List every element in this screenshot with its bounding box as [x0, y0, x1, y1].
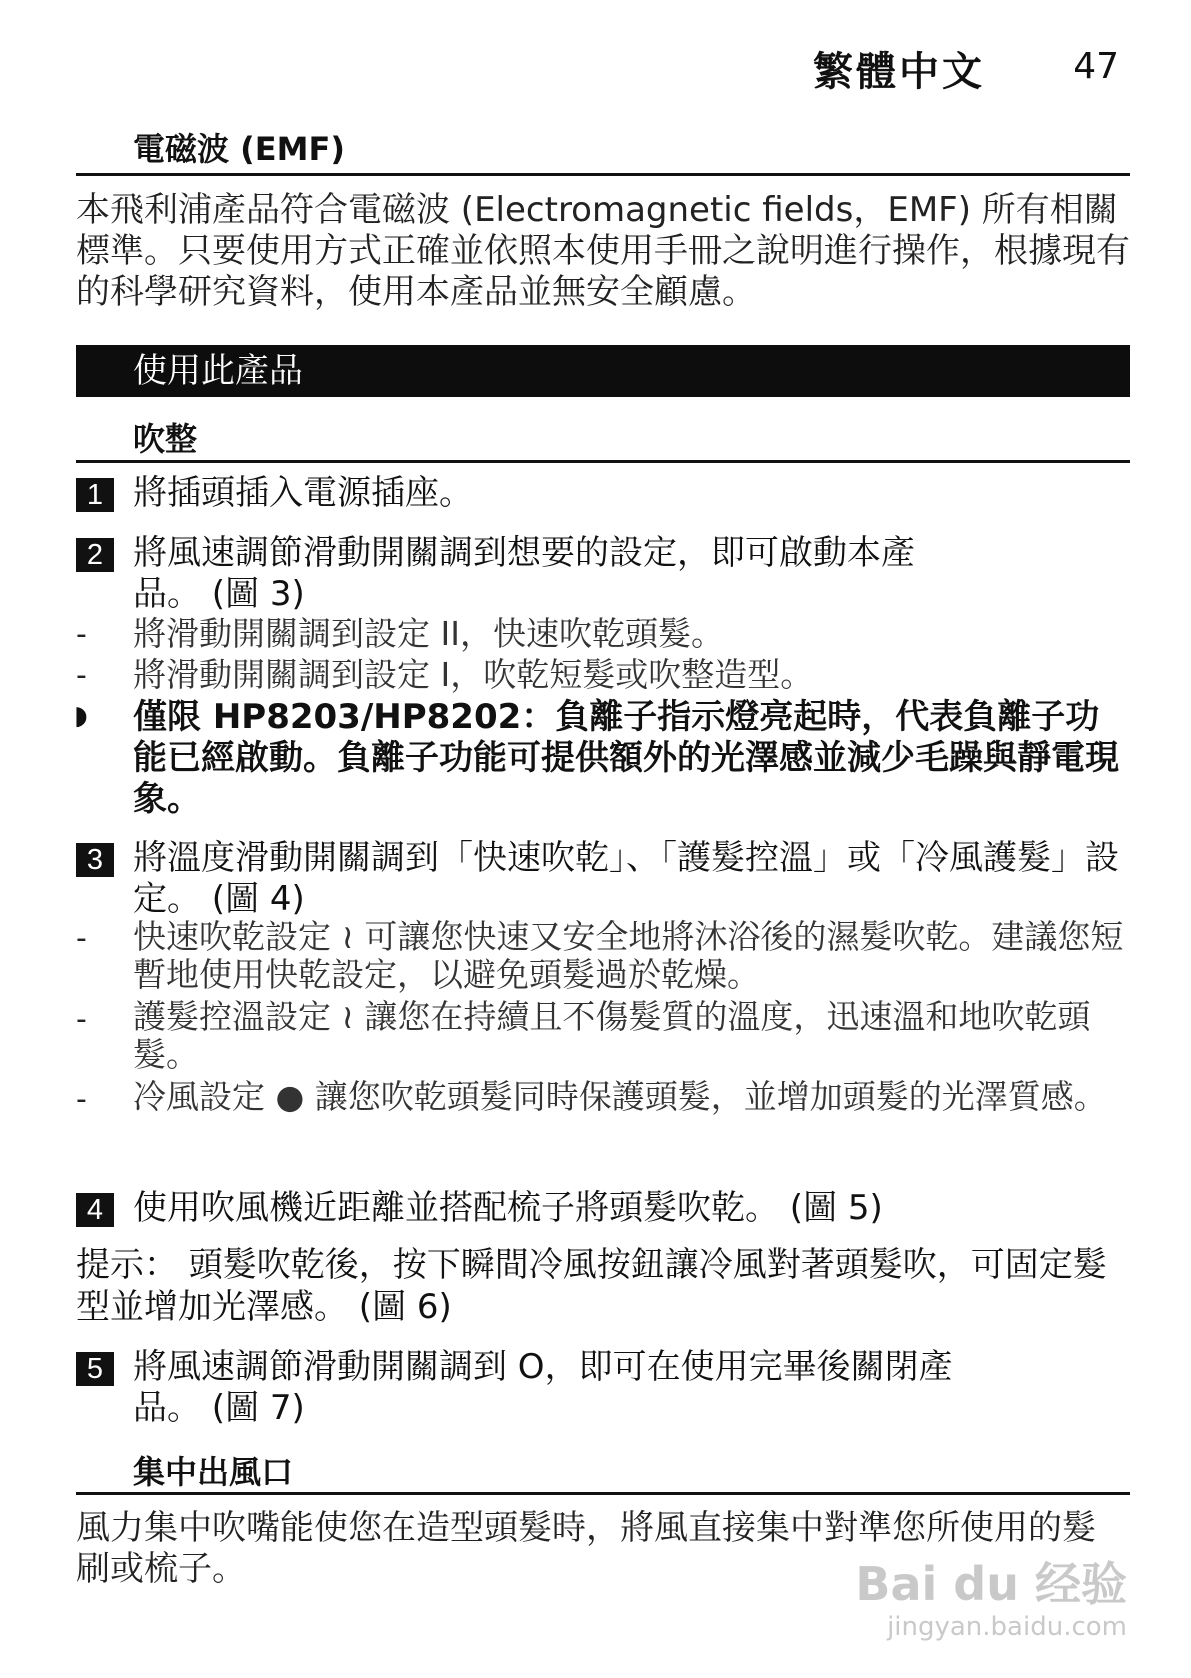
- dash-bullet: -: [76, 1002, 87, 1037]
- emf-paragraph: 本飛利浦產品符合電磁波 (Electromagnetic fields，EMF) 所有相關標準。只要使用方式正確並依照本使用手冊之說明進行操作，根據現有的科學研究資料，使用本產品並無安全顧慮。: [76, 190, 1130, 312]
- divider: [76, 1492, 1130, 1495]
- dash-bullet: -: [76, 658, 87, 693]
- step-4-text: 使用吹風機近距離並搭配梳子將頭髮吹乾。 (圖 5): [133, 1188, 883, 1228]
- step-number-badge: 4: [76, 1193, 114, 1227]
- step-5-text: 將風速調節滑動開關調到 O，即可在使用完畢後關閉產品。 (圖 7): [133, 1347, 953, 1428]
- drying-title: 吹整: [133, 420, 198, 458]
- dash-bullet: -: [76, 1082, 87, 1117]
- step-3-sub-1: 快速吹乾設定 ≀ 可讓您快速又安全地將沐浴後的濕髮吹乾。建議您短暫地使用快乾設定，以避免頭髮過於乾燥。: [133, 917, 1124, 994]
- section-bar: [76, 345, 1130, 397]
- page-number: 47: [1073, 46, 1119, 87]
- dash-bullet: -: [76, 921, 87, 956]
- step-3-sub-2: 護髮控溫設定 ≀ 讓您在持續且不傷髮質的溫度，迅速溫和地吹乾頭髮。: [133, 997, 1091, 1074]
- step-number-badge: 2: [76, 538, 114, 572]
- step-2-sub-2: 將滑動開關調到設定 I，吹乾短髮或吹整造型。: [133, 655, 814, 694]
- watermark-url: jingyan.baidu.com: [887, 1612, 1127, 1642]
- step-number-badge: 5: [76, 1352, 114, 1386]
- watermark-logo: Bai du 经验: [855, 1557, 1127, 1611]
- step-number-badge: 1: [76, 478, 114, 512]
- divider: [76, 173, 1130, 176]
- step-2-text: 將風速調節滑動開關調到想要的設定，即可啟動本產品。 (圖 3): [133, 533, 915, 614]
- dash-bullet: -: [76, 617, 87, 652]
- tip-paragraph: 提示： 頭髮吹乾後，按下瞬間冷風按鈕讓冷風對著頭髮吹，可固定髮型並增加光澤感。 (圖 6): [76, 1245, 1107, 1327]
- emf-title: 電磁波 (EMF): [133, 130, 345, 168]
- concentrator-title: 集中出風口: [133, 1453, 294, 1491]
- section-bar-title: 使用此產品: [133, 351, 303, 391]
- step-number-badge: 3: [76, 843, 114, 877]
- step-2-sub-1: 將滑動開關調到設定 II，快速吹乾頭髮。: [133, 614, 724, 653]
- concentrator-paragraph: 風力集中吹嘴能使您在造型頭髮時，將風直接集中對準您所使用的髮刷或梳子。: [76, 1508, 1096, 1589]
- step-2-note: 僅限 HP8203/HP8202：負離子指示燈亮起時，代表負離子功能已經啟動。負離子功能可提供額外的光澤感並減少毛躁與靜電現象。: [133, 697, 1119, 819]
- language-label: 繁體中文: [813, 49, 985, 95]
- step-3-text: 將溫度滑動開關調到「快速吹乾」、「護髮控溫」或「冷風護髮」設定。 (圖 4): [133, 838, 1119, 919]
- divider: [76, 460, 1130, 463]
- step-1-text: 將插頭插入電源插座。: [133, 473, 473, 513]
- step-3-sub-3: 冷風設定 ● 讓您吹乾頭髮同時保護頭髮，並增加頭髮的光澤質感。: [133, 1077, 1107, 1116]
- triangle-bullet-icon: ◗: [74, 701, 88, 731]
